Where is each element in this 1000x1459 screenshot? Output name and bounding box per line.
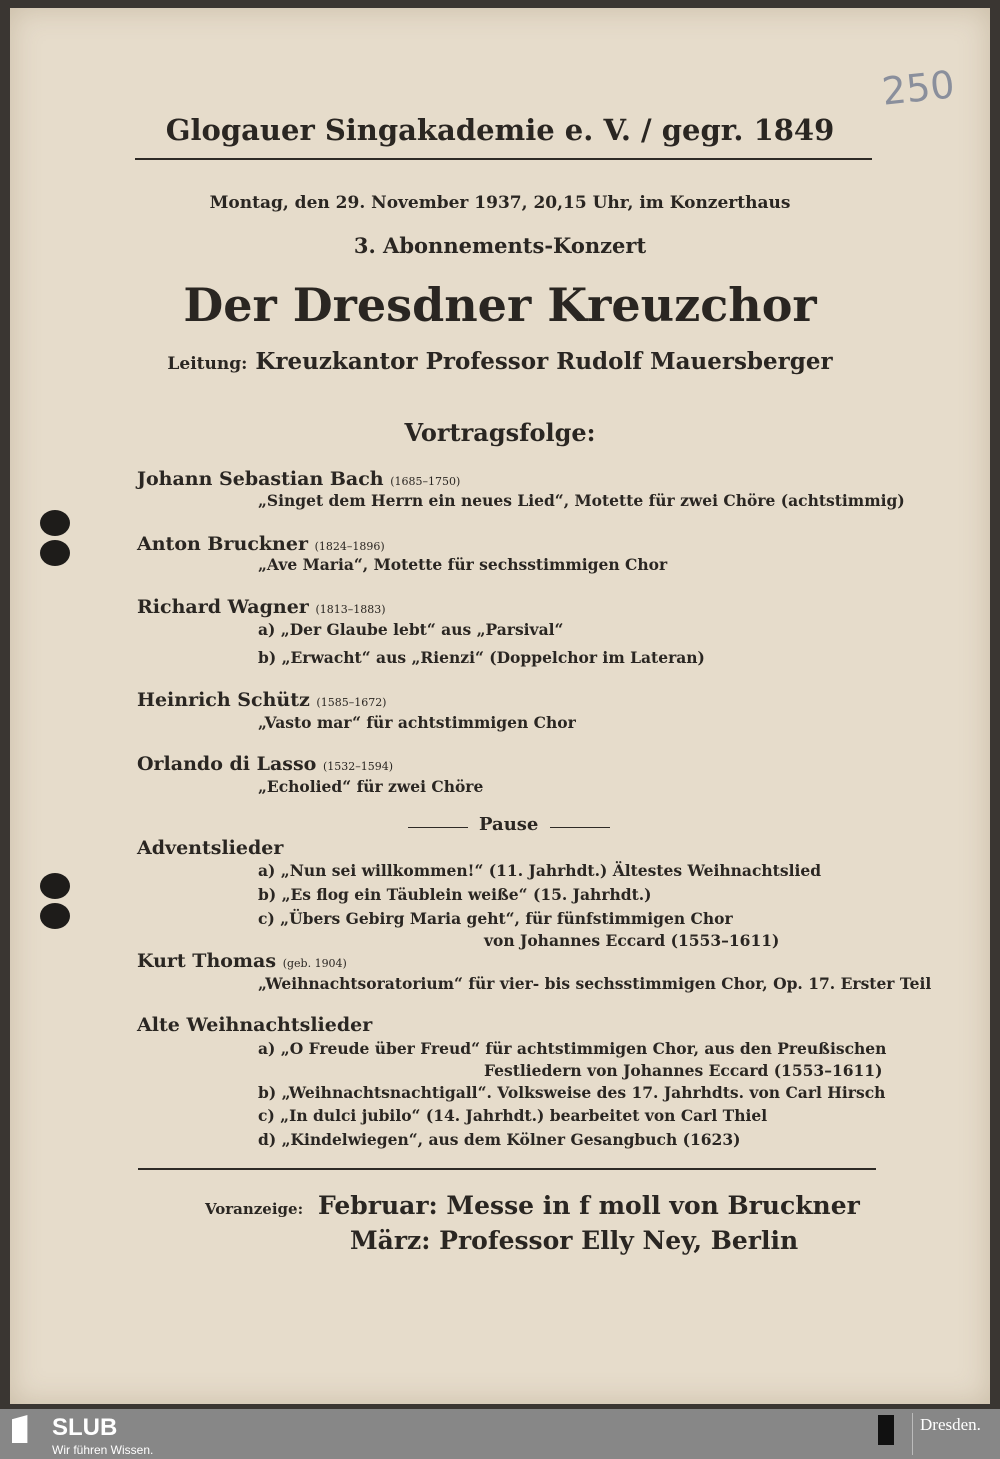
leitung-line [0,350,1000,373]
work-title: a) „Nun sei willkommen!“ (11. Jahrhdt.) Ältestes Weihnachtslied [258,861,822,880]
composer [137,691,386,710]
concert-title: Der Dresdner Kreuzchor [183,278,817,332]
slub-footer-bar [0,1409,1000,1459]
work-title: „Vasto mar“ für achtstimmigen Chor [258,713,576,732]
work-title: „Weihnachtsoratorium“ für vier- bis sechsstimmigen Chor, Op. 17. Erster Teil [258,974,932,993]
work-title: c) „Übers Gebirg Maria geht“, für fünfstimmigen Chor [258,909,733,928]
slub-logo-icon [12,1415,34,1443]
composer-name: Alte Weihnachtslieder [137,1014,373,1036]
slub-brand: SLUB [52,1414,118,1441]
work-title: d) „Kindelwiegen“, aus dem Kölner Gesangbuch (1623) [258,1130,741,1149]
preview-february: Februar: Messe in f moll von Bruckner [318,1191,860,1220]
divider [912,1413,913,1455]
work-title: b) „Erwacht“ aus „Rienzi“ (Doppelchor im Lateran) [258,648,705,667]
dresden-logo: Dresden. [920,1415,981,1434]
slub-tagline: Wir führen Wissen. [52,1443,154,1457]
composer [137,470,460,489]
composer-name: Richard Wagner [137,596,309,618]
punch-hole [40,873,70,899]
work-title: Festliedern von Johannes Eccard (1553–1611) [484,1061,883,1080]
composer-years: (1824–1896) [314,540,385,553]
composer-name: Adventslieder [137,837,284,859]
composer-years: (1585–1672) [316,696,387,709]
composer-years: (geb. 1904) [282,957,347,970]
society-header: Glogauer Singakademie e. V. / gegr. 1849 [165,113,835,147]
composer-years: (1532–1594) [322,760,394,773]
pause-label: Pause [479,814,539,835]
punch-hole [40,510,70,536]
work-title: „Ave Maria“, Motette für sechsstimmigen Chor [258,555,668,574]
preview-label: Voranzeige: [205,1200,304,1218]
composer [137,535,385,554]
work-title: b) „Es flog ein Täublein weiße“ (15. Jahrhdt.) [258,885,652,904]
footer-rule [138,1168,876,1170]
composer-name: Kurt Thomas [137,950,277,972]
pause-rule [550,827,610,828]
program-heading: Vortragsfolge: [404,418,596,447]
dresden-coat-of-arms-icon [878,1415,894,1445]
composer-name: Johann Sebastian Bach [137,468,384,490]
composer [137,598,386,617]
work-title: b) „Weihnachtsnachtigall“. Volksweise des 17. Jahrhdts. von Carl Hirsch [258,1083,886,1102]
composer [137,755,393,774]
work-title: „Echolied“ für zwei Chöre [258,777,484,796]
work-title: von Johannes Eccard (1553–1611) [484,931,780,950]
pause-rule [408,827,468,828]
composer-name: Orlando di Lasso [137,753,317,775]
work-title: c) „In dulci jubilo“ (14. Jahrhdt.) bearbeitet von Carl Thiel [258,1106,768,1125]
header-rule [135,158,872,160]
composer [137,1016,372,1035]
composer-name: Heinrich Schütz [137,689,310,711]
leitung-label: Leitung: [167,354,248,374]
work-title: a) „O Freude über Freud“ für achtstimmigen Chor, aus den Preußischen [258,1039,887,1058]
punch-hole [40,903,70,929]
pencil-annotation: 250 [879,62,957,114]
composer [137,839,283,858]
composer [137,952,347,971]
composer-years: (1685–1750) [390,475,461,488]
work-title: a) „Der Glaube lebt“ aus „Parsival“ [258,620,564,639]
work-title: „Singet dem Herrn ein neues Lied“, Motette für zwei Chöre (achtstimmig) [258,491,905,510]
preview-march: März: Professor Elly Ney, Berlin [350,1226,799,1255]
concert-number: 3. Abonnements-Konzert [353,233,647,258]
punch-hole [40,540,70,566]
date-line: Montag, den 29. November 1937, 20,15 Uhr, im Konzerthaus [209,193,791,213]
conductor: Kreuzkantor Professor Rudolf Mauersberger [255,348,833,375]
composer-name: Anton Bruckner [137,533,308,555]
composer-years: (1813–1883) [315,603,386,616]
